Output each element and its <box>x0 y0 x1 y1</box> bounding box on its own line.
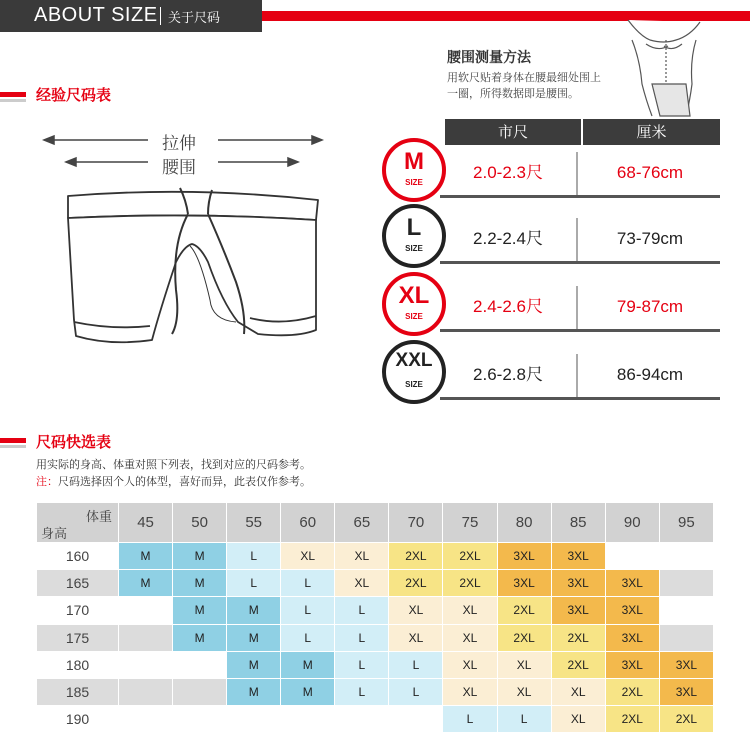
briefs-icon <box>68 188 318 342</box>
size-cell: 3XL <box>659 678 713 705</box>
badge-size-word: SIZE <box>405 380 423 389</box>
size-cell: M <box>119 570 173 597</box>
grid-row <box>37 705 714 732</box>
row-divider <box>576 218 578 262</box>
size-cell: 3XL <box>551 570 605 597</box>
size-cell: XL <box>443 678 497 705</box>
height-cell: 190 <box>37 705 119 732</box>
size-cell: M <box>173 543 227 570</box>
badge-size-word: SIZE <box>405 178 423 187</box>
weight-header: 90 <box>605 503 659 543</box>
section1-title: 经验尺码表 <box>36 86 112 104</box>
height-cell: 165 <box>37 570 119 597</box>
size-cell: XL <box>389 597 443 624</box>
grid-row <box>37 651 714 678</box>
badge-size-letter: L <box>406 214 422 241</box>
height-cell: 185 <box>37 678 119 705</box>
size-cell <box>119 705 173 732</box>
size-cell <box>173 705 227 732</box>
size-cell: XL <box>497 678 551 705</box>
chart-note: 用实际的身高、体重对照下列表，找到对应的尺码参考。 <box>36 458 311 471</box>
size-cell: M <box>173 624 227 651</box>
shi-chi-value: 2.4-2.6尺 <box>473 297 543 316</box>
measure-description <box>447 70 647 102</box>
size-badge <box>382 138 446 202</box>
size-cell: 3XL <box>605 624 659 651</box>
section2-marker <box>0 438 26 443</box>
size-cell: L <box>335 624 389 651</box>
row-divider <box>576 152 578 196</box>
size-cell: 2XL <box>497 624 551 651</box>
weight-header: 45 <box>119 503 173 543</box>
badge-size-letter: XXL <box>395 350 433 371</box>
weight-header: 75 <box>443 503 497 543</box>
size-cell: 3XL <box>605 570 659 597</box>
cm-value: 73-79cm <box>616 229 684 248</box>
shi-chi-value: 2.6-2.8尺 <box>473 365 543 384</box>
measure-text-line2: 一圈，所得数据即是腰围。 <box>447 87 579 100</box>
size-cell: XL <box>281 543 335 570</box>
badge-size-letter: XL <box>398 282 430 309</box>
weight-header: 80 <box>497 503 551 543</box>
row-underline <box>440 261 720 264</box>
size-cell <box>119 624 173 651</box>
size-cell: M <box>119 543 173 570</box>
size-row <box>440 350 720 400</box>
size-cell <box>659 624 713 651</box>
size-cell: XL <box>389 624 443 651</box>
weight-header-row <box>37 503 714 543</box>
size-cell: XL <box>443 651 497 678</box>
size-cell: L <box>335 597 389 624</box>
size-cell <box>119 597 173 624</box>
corner-cell <box>37 503 119 543</box>
size-cell: L <box>389 651 443 678</box>
grid-row <box>37 543 714 570</box>
size-cell: M <box>227 624 281 651</box>
size-cell: XL <box>443 624 497 651</box>
measure-text-line1: 用软尺贴着身体在腰最细处围上 <box>447 71 601 84</box>
size-cell: 3XL <box>659 651 713 678</box>
size-cell: M <box>227 597 281 624</box>
size-cell: M <box>173 570 227 597</box>
shi-chi-value: 2.2-2.4尺 <box>473 229 543 248</box>
size-cell: M <box>281 678 335 705</box>
size-cell: L <box>281 597 335 624</box>
chart-disclaimer <box>36 473 311 489</box>
size-cell <box>119 678 173 705</box>
size-cell <box>119 651 173 678</box>
height-cell: 180 <box>37 651 119 678</box>
size-cell: L <box>281 624 335 651</box>
size-cell <box>659 597 713 624</box>
section2-marker-shadow <box>0 445 26 448</box>
shi-chi-value: 2.0-2.3尺 <box>473 163 543 182</box>
cm-value: 79-87cm <box>616 297 684 316</box>
size-cell: 2XL <box>659 705 713 732</box>
size-cell <box>227 705 281 732</box>
size-cell <box>605 543 659 570</box>
size-cell: L <box>335 678 389 705</box>
row-underline <box>440 329 720 332</box>
size-quick-select-table <box>36 502 714 733</box>
weight-header: 70 <box>389 503 443 543</box>
size-cell: 2XL <box>551 651 605 678</box>
header-cm: 厘米 <box>583 119 720 145</box>
header-subtitle: 关于尺码 <box>168 11 221 26</box>
size-cell: XL <box>551 678 605 705</box>
size-cell: 2XL <box>605 678 659 705</box>
height-cell: 175 <box>37 624 119 651</box>
cm-value: 86-94cm <box>616 365 684 384</box>
weight-header: 50 <box>173 503 227 543</box>
size-cell: M <box>227 678 281 705</box>
size-row <box>440 148 720 198</box>
row-underline <box>440 397 720 400</box>
size-cell: 2XL <box>443 570 497 597</box>
measure-title: 腰围测量方法 <box>447 50 531 66</box>
size-cell: 2XL <box>605 705 659 732</box>
size-cell: 3XL <box>551 597 605 624</box>
row-divider <box>576 286 578 330</box>
size-cell: 3XL <box>497 570 551 597</box>
cm-value: 68-76cm <box>616 163 684 182</box>
size-cell: L <box>443 705 497 732</box>
size-badge <box>382 204 446 268</box>
waist-label: 腰围 <box>162 158 196 178</box>
header-shi-chi: 市尺 <box>445 119 581 145</box>
grid-row <box>37 678 714 705</box>
size-cell: M <box>173 597 227 624</box>
size-badge <box>382 340 446 404</box>
row-underline <box>440 195 720 198</box>
size-cell: 2XL <box>443 543 497 570</box>
weight-header: 95 <box>659 503 713 543</box>
weight-header: 85 <box>551 503 605 543</box>
weight-header: 60 <box>281 503 335 543</box>
size-cell: 2XL <box>389 570 443 597</box>
size-cell <box>173 651 227 678</box>
stretch-arrows-icon <box>44 136 322 166</box>
size-cell: 3XL <box>497 543 551 570</box>
size-cell: 3XL <box>551 543 605 570</box>
size-cell <box>173 678 227 705</box>
section2-title: 尺码快选表 <box>36 433 112 451</box>
header-title: ABOUT SIZE <box>34 4 158 26</box>
size-cell: M <box>281 651 335 678</box>
stretch-label: 拉伸 <box>162 134 196 154</box>
size-cell: XL <box>443 597 497 624</box>
size-cell: L <box>227 543 281 570</box>
size-row <box>440 282 720 332</box>
size-cell <box>335 705 389 732</box>
weight-label: 体重 <box>85 509 112 525</box>
size-badge <box>382 272 446 336</box>
size-cell <box>659 543 713 570</box>
grid-row <box>37 597 714 624</box>
size-cell: M <box>227 651 281 678</box>
weight-header: 65 <box>335 503 389 543</box>
disclaimer-prefix: 注： <box>36 475 58 488</box>
badge-size-word: SIZE <box>405 312 423 321</box>
size-cell <box>389 705 443 732</box>
row-divider <box>576 354 578 398</box>
size-cell: L <box>281 570 335 597</box>
size-cell <box>659 570 713 597</box>
size-cell: XL <box>335 570 389 597</box>
size-cell: L <box>227 570 281 597</box>
badge-size-word: SIZE <box>405 244 423 253</box>
size-row <box>440 214 720 264</box>
height-label: 身高 <box>41 526 68 542</box>
size-cell: 3XL <box>605 651 659 678</box>
size-cell: L <box>497 705 551 732</box>
grid-row <box>37 570 714 597</box>
badge-size-letter: M <box>404 148 424 175</box>
size-cell: XL <box>497 651 551 678</box>
size-cell: 2XL <box>389 543 443 570</box>
size-cell: 3XL <box>605 597 659 624</box>
disclaimer-text: 尺码选择因个人的体型，喜好而异，此表仅作参考。 <box>58 475 311 488</box>
size-cell <box>281 705 335 732</box>
grid-row <box>37 624 714 651</box>
size-cell: 2XL <box>551 624 605 651</box>
weight-header: 55 <box>227 503 281 543</box>
height-cell: 170 <box>37 597 119 624</box>
size-cell: XL <box>335 543 389 570</box>
size-cell: XL <box>551 705 605 732</box>
size-cell: L <box>335 651 389 678</box>
height-cell: 160 <box>37 543 119 570</box>
size-cell: 2XL <box>497 597 551 624</box>
size-cell: L <box>389 678 443 705</box>
